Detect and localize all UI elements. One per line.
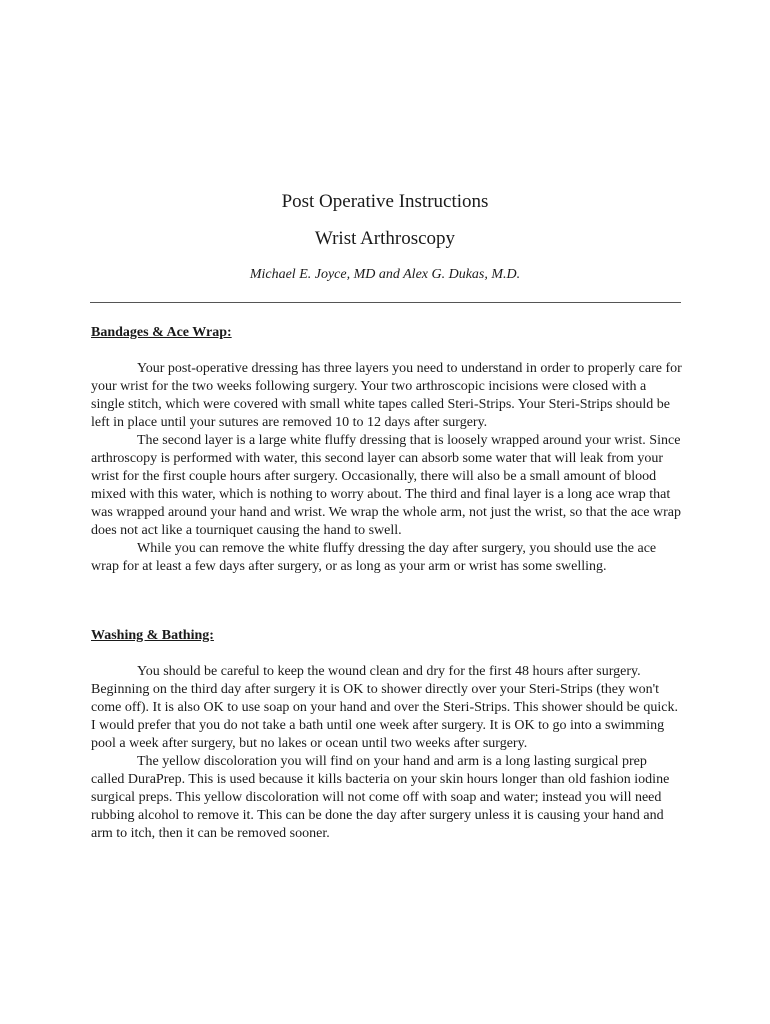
paragraph: While you can remove the white fluffy dressing the day after surgery, you should use the ace wrap for at least a few days after surgery, or as long as your arm or wrist has some swelling.	[91, 541, 657, 574]
document-authors: Michael E. Joyce, MD and Alex G. Dukas, M.D.	[249, 267, 521, 282]
paragraph: The second layer is a large white fluffy dressing that is loosely wrapped around your wrist. Since arthroscopy is performed with water, this second layer can absorb some water that will leak from your wrist for the first couple hours after surgery. Occasionally, there will also be a small amount of blood mixed with this water, which is nothing to worry about. The third and final layer is a long ace wrap that was wrapped around your hand and wrist. We wrap the whole arm, not just the wrist, so that the ace wrap does not act like a tourniquet causing the hand to swell.	[91, 433, 681, 538]
section-heading: Bandages & Ace Wrap:	[91, 325, 232, 340]
paragraph: You should be careful to keep the wound clean and dry for the first 48 hours after surgery. Beginning on the third day after surgery it is OK to shower directly over your Steri-Strips (they won't come off). It is also OK to use soap on your hand and over the Steri-Strips. This shower should be quick. I would prefer that you do not take a bath until one week after surgery. It is OK to go into a swimming pool a week after surgery, but no lakes or ocean until two weeks after surgery.	[91, 664, 679, 751]
section-heading: Washing & Bathing:	[91, 628, 214, 643]
paragraph: The yellow discoloration you will find on your hand and arm is a long lasting surgical prep called DuraPrep. This is used because it kills bacteria on your skin hours longer than old fashion iodine surgical preps. This yellow discoloration will not come off with soap and water; instead you will need rubbing alcohol to remove it. This can be done the day after surgery unless it is causing your hand and arm to itch, then it can be removed sooner.	[91, 754, 670, 841]
document-subtitle: Wrist Arthroscopy	[314, 228, 456, 249]
section-washing-bathing	[91, 627, 683, 843]
document-title: Post Operative Instructions	[281, 191, 489, 212]
section-bandages-ace-wrap	[91, 324, 683, 576]
paragraph: Your post-operative dressing has three layers you need to understand in order to properly care for your wrist for the two weeks following surgery. Your two arthroscopic incisions were closed with a single stitch, which were covered with small white tapes called Steri-Strips. Your Steri-Strips should be left in place until your sutures are removed 10 to 12 days after surgery.	[91, 361, 682, 430]
horizontal-rule	[90, 302, 681, 303]
